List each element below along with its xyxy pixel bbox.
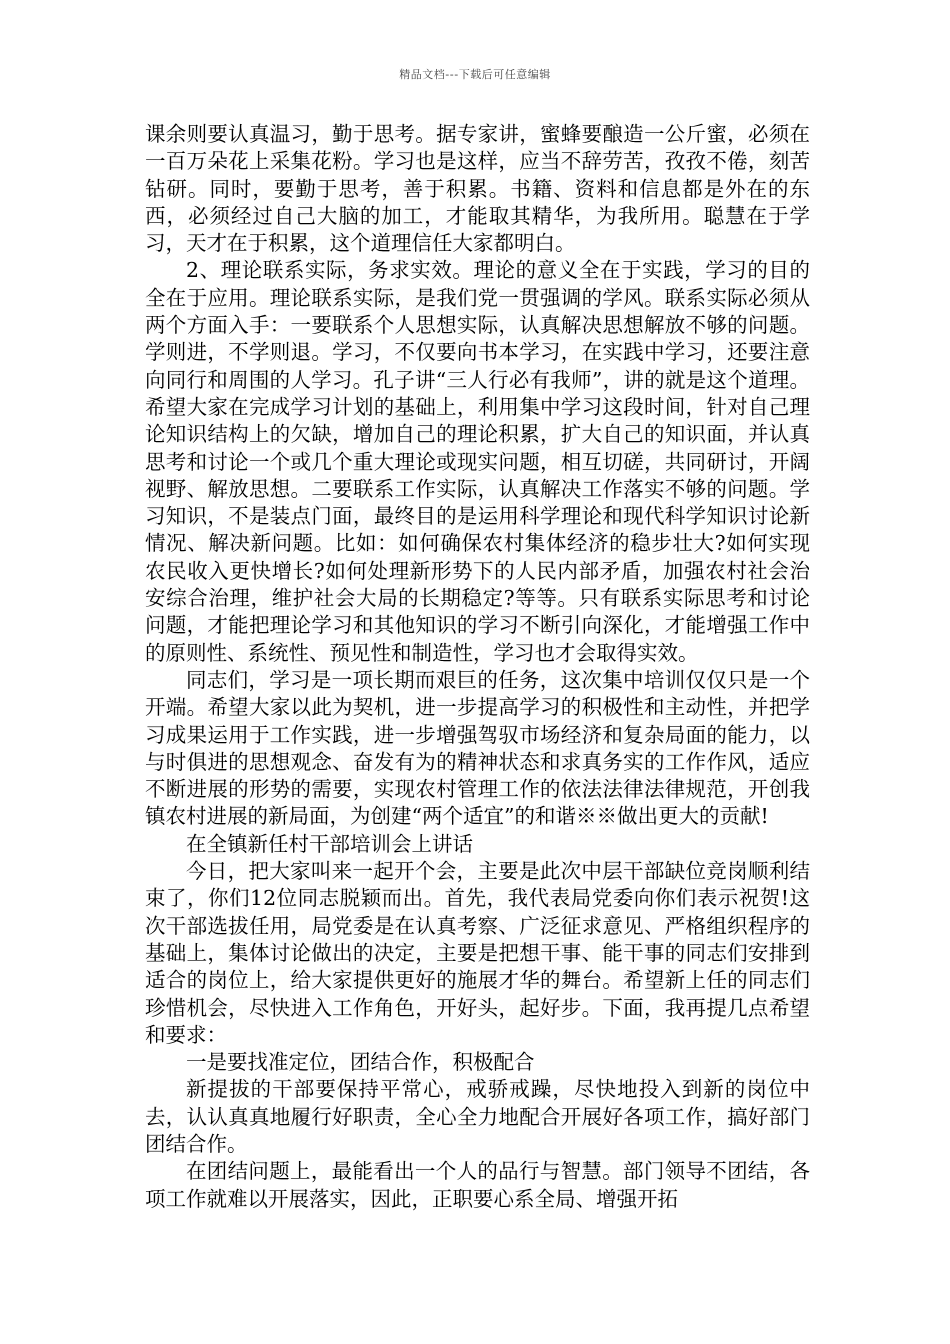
section-title: 在全镇新任村干部培训会上讲话 <box>186 831 473 856</box>
document-body <box>145 121 810 1213</box>
paragraph: 在团结问题上，最能看出一个人的品行与智慧。部门领导不团结，各项工作就难以开展落实，因此，正职要心系全局、增强开拓 <box>145 1159 810 1211</box>
paragraph: 同志们，学习是一项长期而艰巨的任务，这次集中培训仅仅只是一个开端。希望大家以此为契机，进一步提高学习的积极性和主动性，并把学习成果运用于工作实践，进一步增强驾驭市场经济和复杂局面的能力，以与时俱进的思想观念、奋发有为的精神状态和求真务实的工作作风，适应不断进展的形势的需要，实现农村管理工作的依法法律法律规范，开创我镇农村进展的新局面，为创建“两个适宜”的和谐※※做出更大的贡献! <box>145 667 810 829</box>
paragraph: 新提拔的干部要保持平常心，戒骄戒躁，尽快地投入到新的岗位中去，认认真真地履行好职责，全心全力地配合开展好各项工作，搞好部门团结合作。 <box>145 1077 810 1156</box>
page-header-watermark: 精品文档---下载后可任意编辑 <box>399 68 551 81</box>
subheading: 一是要找准定位，团结合作，积极配合 <box>186 1050 535 1075</box>
paragraph: 课余则要认真温习，勤于思考。据专家讲，蜜蜂要酿造一公斤蜜，必须在一百万朵花上采集花粉。学习也是这样，应当不辞劳苦，孜孜不倦，刻苦钻研。同时，要勤于思考，善于积累。书籍、资料和信息都是外在的东西，必须经过自己大脑的加工，才能取其精华，为我所用。聪慧在于学习，天才在于积累，这个道理信任大家都明白。 <box>145 122 810 256</box>
paragraph: 2、理论联系实际，务求实效。理论的意义全在于实践，学习的目的全在于应用。理论联系实际，是我们党一贯强调的学风。联系实际必须从两个方面入手：一要联系个人思想实际，认真解决思想解放不够的问题。学则进，不学则退。学习，不仅要向书本学习，在实践中学习，还要注意向同行和周围的人学习。孔子讲“三人行必有我师”，讲的就是这个道理。希望大家在完成学习计划的基础上，利用集中学习这段时间，针对自己理论知识结构上的欠缺，增加自己的理论积累，扩大自己的知识面，并认真思考和讨论一个或几个重大理论或现实问题，相互切磋，共同研讨，开阔视野、解放思想。二要联系工作实际，认真解决工作落实不够的问题。学习知识，不是装点门面，最终目的是运用科学理论和现代科学知识讨论新情况、解决新问题。比如：如何确保农村集体经济的稳步壮大?如何实现农民收入更快增长?如何处理新形势下的人民内部矛盾，加强农村社会治安综合治理，维护社会大局的长期稳定?等等。只有联系实际思考和讨论问题，才能把理论学习和其他知识的学习不断引向深化，才能增强工作中的原则性、系统性、预见性和制造性，学习也才会取得实效。 <box>145 258 810 665</box>
paragraph: 今日，把大家叫来一起开个会，主要是此次中层干部缺位竞岗顺利结束了，你们12位同志脱颖而出。首先，我代表局党委向你们表示祝贺!这次干部选拔任用，局党委是在认真考察、广泛征求意见、严格组织程序的基础上，集体讨论做出的决定，主要是把想干事、能干事的同志们安排到适合的岗位上，给大家提供更好的施展才华的舞台。希望新上任的同志们珍惜机会，尽快进入工作角色，开好头，起好步。下面，我再提几点希望和要求： <box>145 859 810 1047</box>
